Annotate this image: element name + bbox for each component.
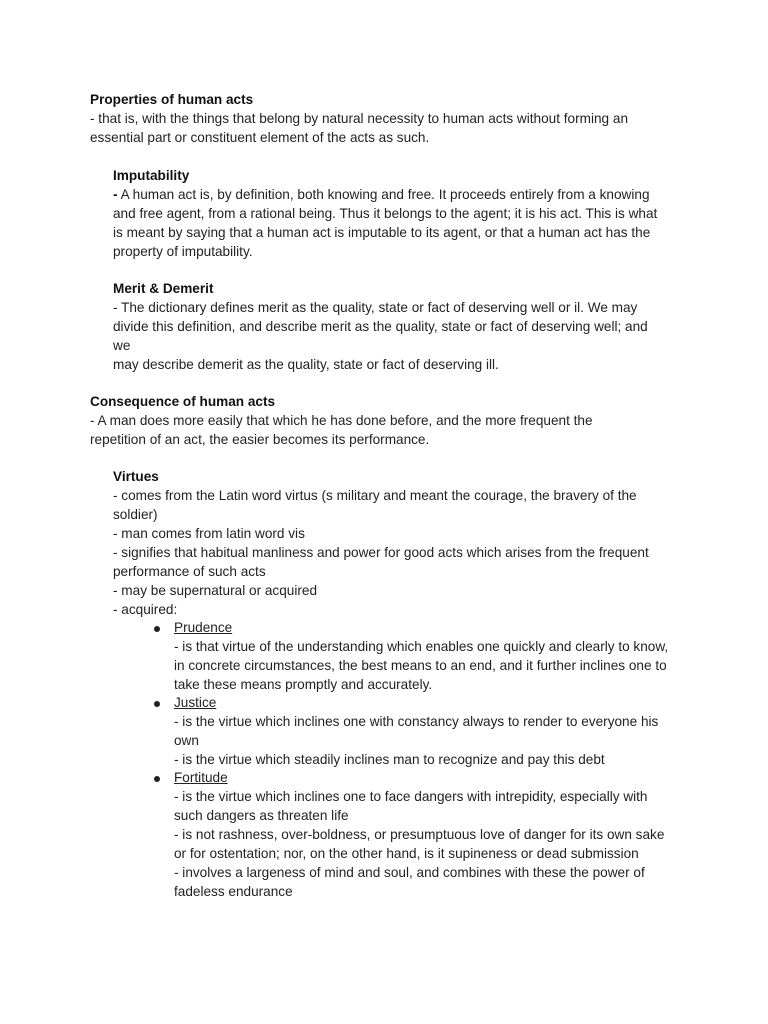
properties-text-line: essential part or constituent element of the acts as such.: [90, 130, 430, 145]
justice-text-line: - is the virtue which inclines one with constancy always to render to everyone his: [174, 714, 659, 729]
virtues-text-line: soldier): [113, 507, 158, 522]
virtues-text-line: performance of such acts: [113, 564, 266, 579]
bullet-icon: [154, 701, 160, 707]
prudence-text-line: in concrete circumstances, the best means to an end, and it further inclines one to: [174, 658, 667, 673]
consequence-text-line: - A man does more easily that which he has done before, and the more frequent the: [90, 413, 593, 428]
section-heading-consequence: Consequence of human acts: [90, 394, 276, 409]
fortitude-text-line: - is the virtue which inclines one to face dangers with intrepidity, especially with: [174, 789, 648, 804]
merit-text-line: divide this definition, and describe merit as the quality, state or fact of deserving well; and: [113, 319, 648, 334]
justice-text-line: own: [174, 733, 199, 748]
virtues-text-line: - may be supernatural or acquired: [113, 583, 318, 598]
virtue-name-justice: Justice: [174, 695, 217, 710]
imputability-text-line: and free agent, from a rational being. Thus it belongs to the agent; it is his act. This is what: [113, 206, 658, 221]
virtues-text-line: - signifies that habitual manliness and power for good acts which arises from the frequent: [113, 545, 649, 560]
prudence-text-line: take these means promptly and accurately.: [174, 677, 433, 692]
imputability-first-line: A human act is, by definition, both knowing and free. It proceeds entirely from a knowing: [120, 187, 650, 202]
fortitude-text-line: such dangers as threaten life: [174, 808, 349, 823]
bullet-icon: [154, 626, 160, 632]
prudence-text-line: - is that virtue of the understanding which enables one quickly and clearly to know,: [174, 639, 669, 654]
imputability-text-line: is meant by saying that a human act is imputable to its agent, or that a human act has the: [113, 225, 651, 240]
imputability-text-line: [113, 186, 650, 205]
subheading-merit-demerit: Merit & Demerit: [113, 281, 214, 296]
virtue-name-fortitude: Fortitude: [174, 770, 228, 785]
consequence-text-line: repetition of an act, the easier becomes its performance.: [90, 432, 430, 447]
properties-text-line: - that is, with the things that belong by natural necessity to human acts without forming an: [90, 111, 629, 126]
virtues-text-line: - acquired:: [113, 602, 178, 617]
fortitude-text-line: or for ostentation; nor, on the other hand, is it supineness or dead submission: [174, 846, 639, 861]
imputability-text-line: property of imputability.: [113, 244, 253, 259]
virtues-text-line: - man comes from latin word vis: [113, 526, 305, 541]
virtues-text-line: - comes from the Latin word virtus (s military and meant the courage, the bravery of the: [113, 488, 637, 503]
fortitude-text-line: fadeless endurance: [174, 884, 293, 899]
bullet-icon: [154, 776, 160, 782]
virtue-name-prudence: Prudence: [174, 620, 233, 635]
fortitude-text-line: - involves a largeness of mind and soul, and combines with these the power of: [174, 865, 645, 880]
section-heading-properties: Properties of human acts: [90, 92, 254, 107]
merit-text-line: - The dictionary defines merit as the quality, state or fact of deserving well or il. We may: [113, 300, 638, 315]
subheading-virtues: Virtues: [113, 469, 159, 484]
fortitude-text-line: - is not rashness, over-boldness, or presumptuous love of danger for its own sake: [174, 827, 665, 842]
imputability-lead-dash: -: [113, 187, 118, 202]
merit-text-line: may describe demerit as the quality, state or fact of deserving ill.: [113, 357, 499, 372]
subheading-imputability: Imputability: [113, 168, 190, 183]
merit-text-line: we: [113, 338, 131, 353]
justice-text-line: - is the virtue which steadily inclines man to recognize and pay this debt: [174, 752, 605, 767]
